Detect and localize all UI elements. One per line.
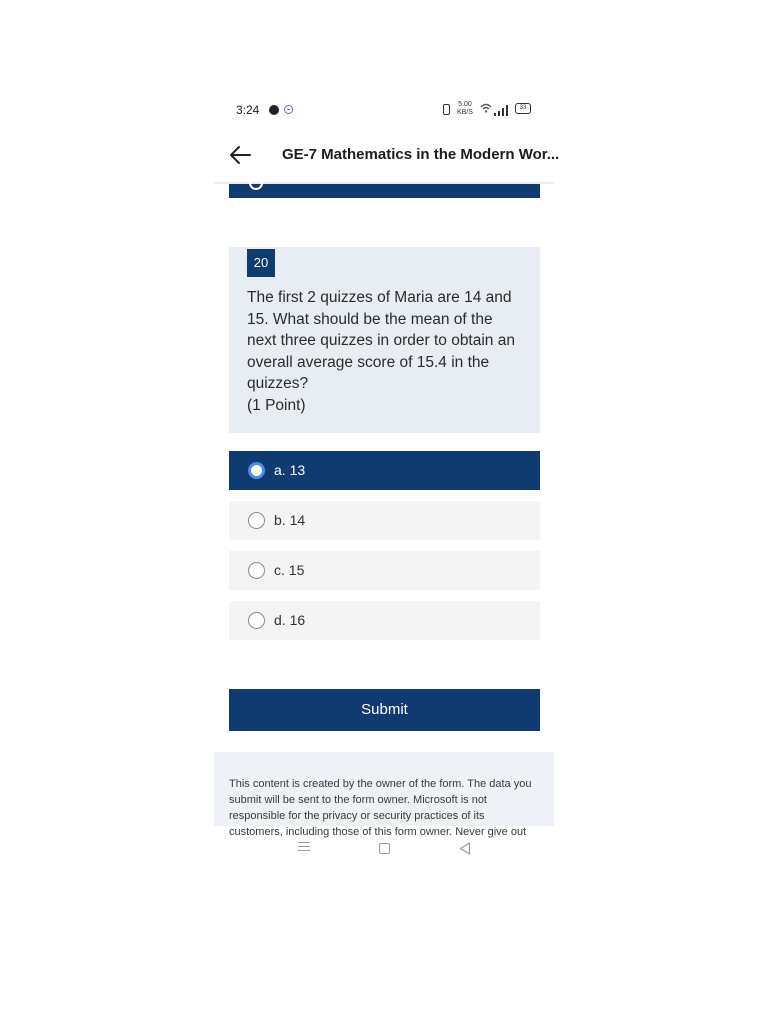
question-card [229, 247, 540, 433]
radio-selected-icon [248, 462, 265, 479]
option-d[interactable] [229, 601, 540, 640]
question-text: The first 2 quizzes of Maria are 14 and 15. What should be the mean of the next three quizzes in order to obtain an overall average score of 15.4 in the quizzes? [247, 289, 515, 392]
previous-option-cutoff[interactable] [229, 184, 540, 198]
question-points: (1 Point) [247, 396, 306, 414]
app-bar [214, 136, 560, 182]
radio-icon [248, 562, 265, 579]
radio-icon [249, 176, 263, 190]
net-speed-unit: KB/S [457, 109, 473, 116]
radio-icon [248, 612, 265, 629]
option-label: b. 14 [274, 512, 306, 528]
nav-bar [214, 834, 554, 864]
option-c[interactable] [229, 551, 540, 590]
back-arrow-icon[interactable] [228, 144, 252, 166]
home-icon[interactable] [379, 843, 390, 854]
option-label: d. 16 [274, 612, 306, 628]
message-icon [269, 105, 279, 115]
page-title: GE-7 Mathematics in the Modern Wor... [282, 146, 560, 163]
disclaimer-text: This content is created by the owner of the form. The data you submit will be sent to the form owner. Microsoft is not responsible for the privacy or security practices of its customers, including those of this form owner. Never give out [229, 778, 532, 838]
status-time: 3:24 [236, 103, 260, 117]
battery-level: 33 [519, 105, 527, 111]
option-a[interactable] [229, 451, 540, 490]
vibrate-icon [443, 104, 450, 115]
sync-icon [284, 105, 293, 114]
wifi-icon [480, 103, 492, 116]
option-b[interactable] [229, 501, 540, 540]
status-bar [236, 100, 536, 120]
option-label: c. 15 [274, 562, 305, 578]
submit-button[interactable]: Submit [229, 689, 540, 731]
question-body [247, 287, 522, 416]
net-speed [457, 101, 473, 117]
back-triangle-icon[interactable] [459, 842, 471, 855]
question-number: 20 [247, 249, 275, 277]
net-speed-value: 5.00 [458, 101, 472, 108]
battery-icon [515, 103, 531, 114]
menu-icon[interactable] [298, 842, 310, 852]
radio-icon [248, 512, 265, 529]
disclaimer-panel [214, 752, 554, 838]
option-label: a. 13 [274, 462, 306, 478]
